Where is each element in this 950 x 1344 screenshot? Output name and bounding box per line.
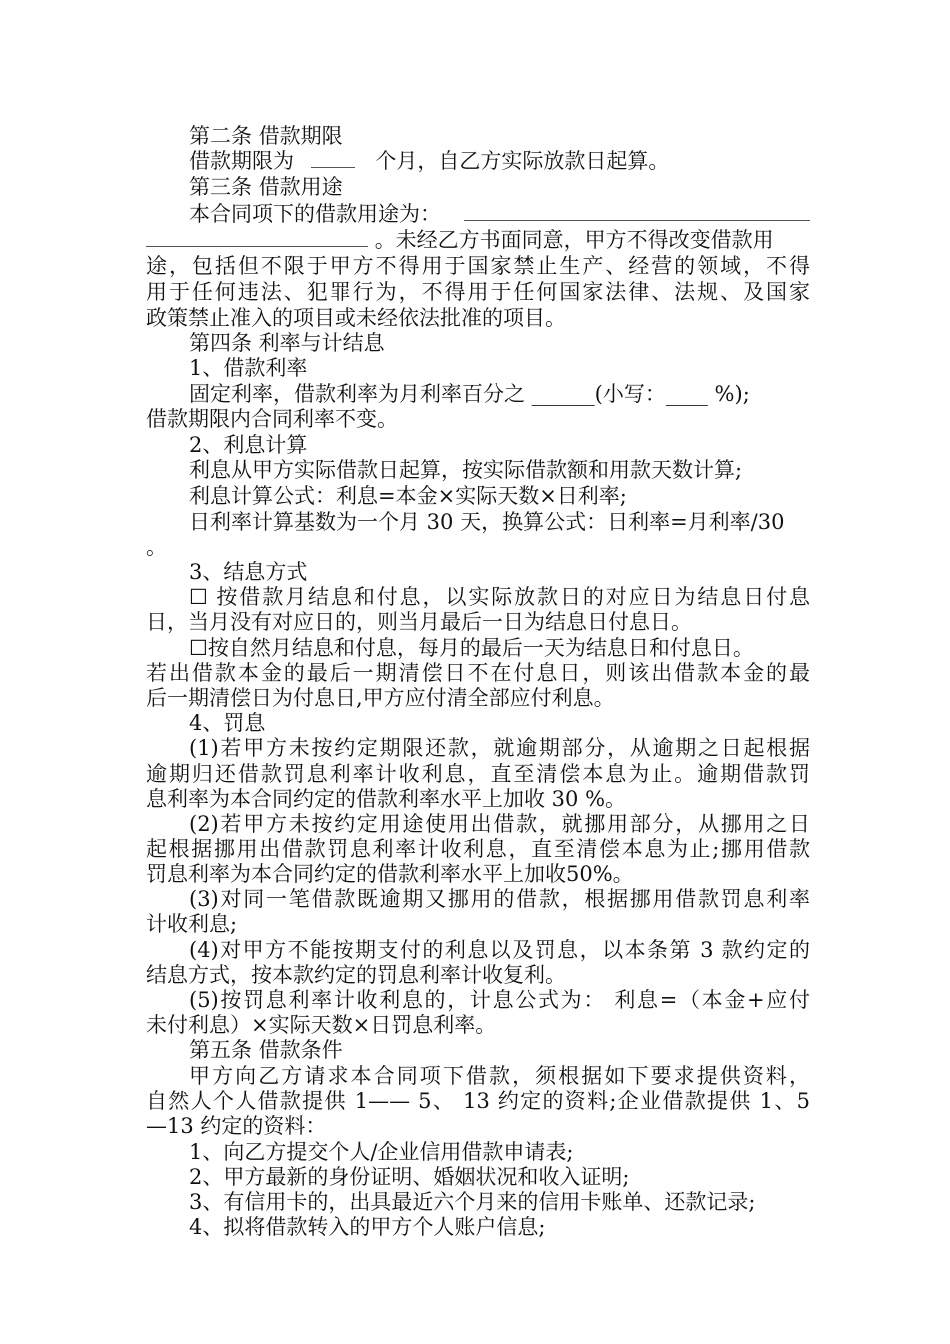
paragraph-line: 逾期归还借款罚息利率计收利息，直至清偿本息为止。逾期借款罚 [146, 762, 810, 786]
paragraph-line: 结息方式，按本款约定的罚息利率计收复利。 [146, 963, 566, 987]
subheading-interest-calc: 2、利息计算 [189, 433, 308, 457]
paragraph-line: 计收利息; [146, 912, 238, 936]
paragraph-line: 政策禁止准入的项目或未经依法批准的项目。 [146, 306, 566, 330]
purpose-line [189, 201, 810, 227]
checkbox-option-2[interactable]: ☐按自然月结息和付息，每月的最后一天为结息日和付息日。 [189, 636, 754, 660]
daily-rate-line: 日利率计算基数为一个月 30 天，换算公式：日利率=月利率/30 [189, 510, 785, 534]
purpose-continued-line [146, 227, 810, 253]
paragraph-line: 未付利息）×实际天数×日罚息利率。 [146, 1013, 497, 1037]
loan-term-blank[interactable] [311, 149, 355, 168]
paragraph-line: 甲方向乙方请求本合同项下借款，须根据如下要求提供资料， [189, 1064, 810, 1088]
list-item: 3、有信用卡的，出具最近六个月来的信用卡账单、还款记录; [189, 1190, 756, 1214]
purpose-prefix: 本合同项下的借款用途为： [189, 202, 441, 226]
paragraph-line: 利息从甲方实际借款日起算，按实际借款额和用款天数计算; [189, 458, 743, 482]
paragraph-line: 用于任何违法、犯罪行为，不得用于任何国家法律、法规、及国家 [146, 280, 810, 304]
checkbox-option-1[interactable]: ☐ 按借款月结息和付息，以实际放款日的对应日为结息日付息 [189, 585, 810, 609]
article-5-heading: 第五条 借款条件 [189, 1038, 343, 1062]
formula-line: 利息计算公式：利息=本金×实际天数×日利率; [189, 484, 627, 508]
paragraph-line: 日，当月没有对应日的，则当月最后一日为结息日付息日。 [146, 610, 692, 634]
paragraph-line: 罚息利率为本合同约定的借款利率水平上加收50%。 [146, 862, 634, 886]
paragraph-line: 息利率为本合同约定的借款利率水平上加收 30 %。 [146, 787, 627, 811]
subheading-penalty: 4、罚息 [189, 711, 266, 735]
paragraph-line: 起根据挪用出借款罚息利率计收利息，直至清偿本息为止;挪用借款 [146, 837, 810, 861]
paragraph-line: 。 [146, 535, 167, 559]
paragraph-line: (3)对同一笔借款既逾期又挪用的借款，根据挪用借款罚息利率 [189, 887, 810, 911]
article-2-heading: 第二条 借款期限 [189, 124, 343, 148]
paragraph-line: (4)对甲方不能按期支付的利息以及罚息，以本条第 3 款约定的 [189, 938, 810, 962]
paragraph-line: (1)若甲方未按约定期限还款，就逾期部分，从逾期之日起根据 [189, 736, 810, 760]
paragraph-line: 途，包括但不限于甲方不得用于国家禁止生产、经营的领域，不得 [146, 254, 810, 278]
purpose-continued-text: 。未经乙方书面同意，甲方不得改变借款用 [374, 228, 774, 252]
loan-term-suffix: 个月，自乙方实际放款日起算。 [375, 149, 670, 173]
loan-term-prefix: 借款期限为 [189, 149, 294, 173]
purpose-blank[interactable] [464, 202, 810, 221]
paragraph-line: 借款期限内合同利率不变。 [146, 407, 398, 431]
subheading-interest-rate: 1、借款利率 [189, 356, 308, 380]
paragraph-line: 若出借款本金的最后一期清偿日不在付息日，则该出借款本金的最 [146, 661, 810, 685]
article-4-heading: 第四条 利率与计结息 [189, 331, 385, 355]
list-item: 2、甲方最新的身份证明、婚姻状况和收入证明; [189, 1165, 630, 1189]
list-item: 4、拟将借款转入的甲方个人账户信息; [189, 1215, 546, 1239]
purpose-blank-2[interactable] [146, 228, 368, 247]
article-3-heading: 第三条 借款用途 [189, 175, 343, 199]
subheading-settlement: 3、结息方式 [189, 560, 308, 584]
fixed-rate-line: 固定利率，借款利率为月利率百分之 ______(小写：____ %); [189, 382, 750, 406]
list-item: 1、向乙方提交个人/企业信用借款申请表; [189, 1140, 574, 1164]
paragraph-line: 后一期清偿日为付息日,甲方应付清全部应付利息。 [146, 686, 615, 710]
paragraph-line: (5)按罚息利率计收利息的，计息公式为： 利息=（本金+应付 [189, 988, 810, 1012]
loan-term-line [189, 148, 810, 174]
paragraph-line: (2)若甲方未按约定用途使用出借款，就挪用部分，从挪用之日 [189, 812, 810, 836]
paragraph-line: 自然人个人借款提供 1—— 5、 13 约定的资料;企业借款提供 1、5 [146, 1089, 810, 1113]
paragraph-line: —13 约定的资料： [146, 1114, 327, 1138]
